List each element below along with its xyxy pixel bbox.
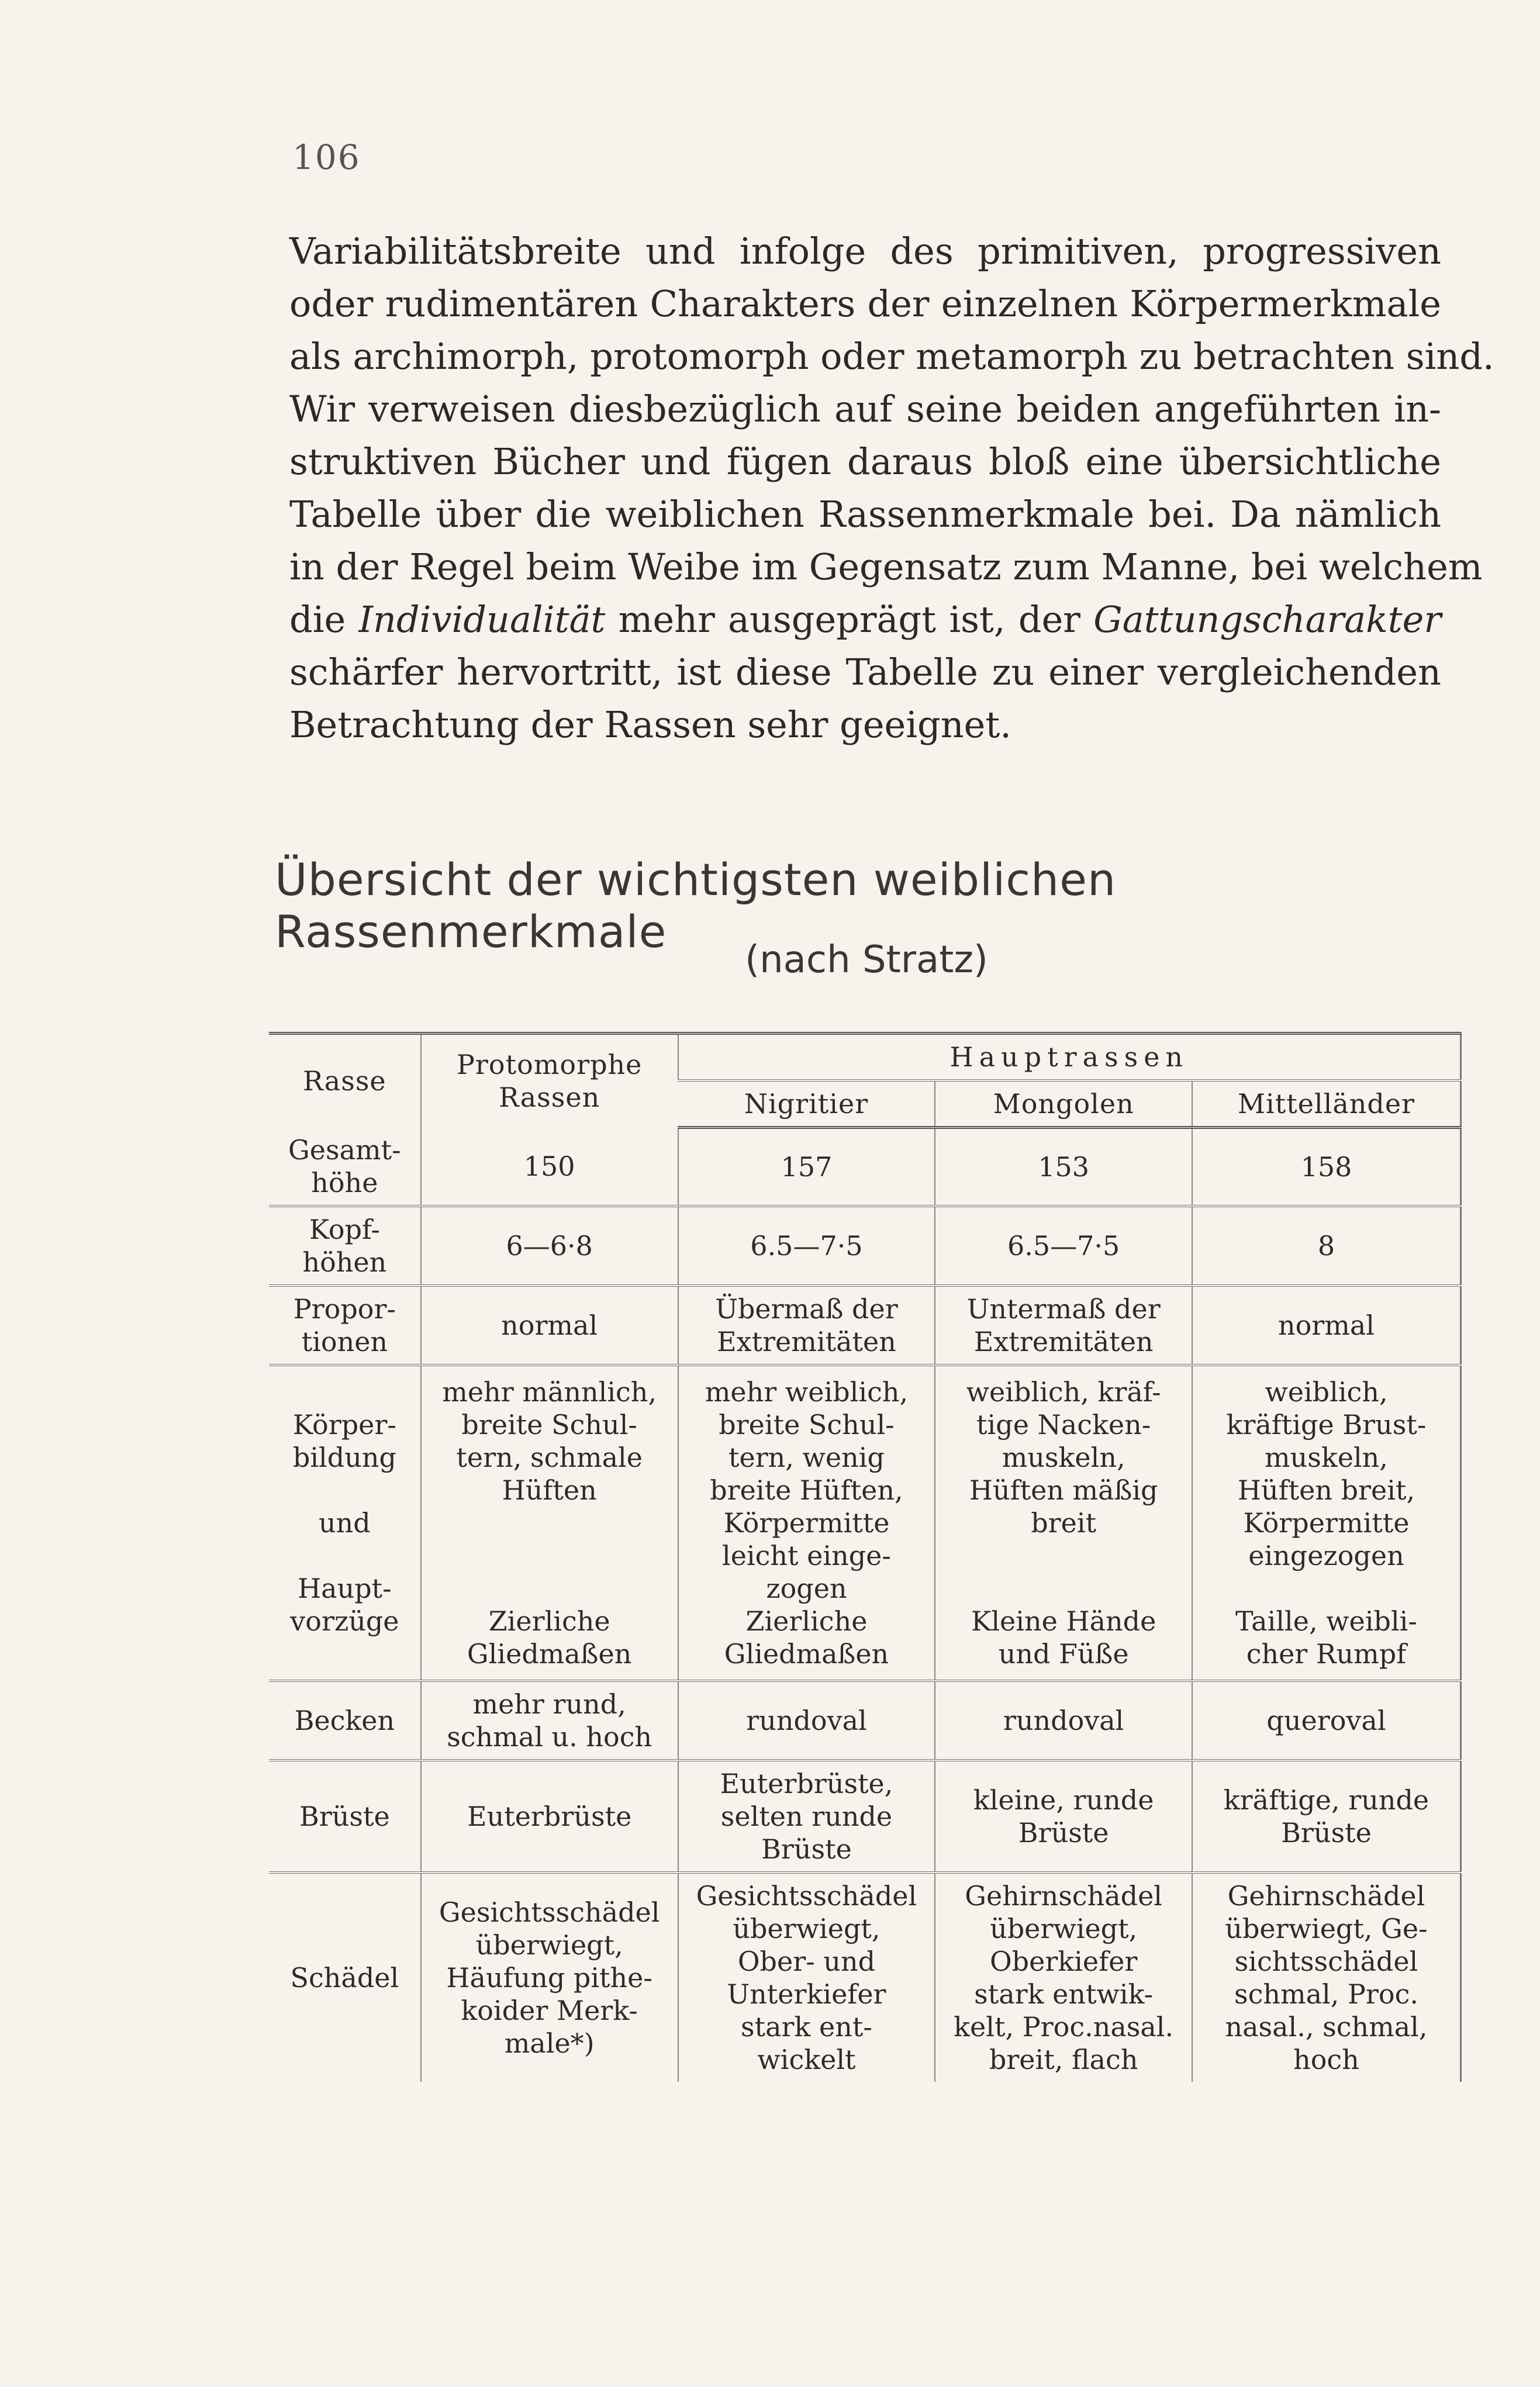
cell-line: leicht einge- <box>722 1539 891 1571</box>
label-line: Kopf- <box>309 1213 380 1245</box>
cell-line: Zierliche <box>745 1605 868 1637</box>
cell-line: Brüste <box>761 1833 852 1865</box>
spacer <box>429 1539 671 1572</box>
cell-line: kräftige, runde <box>1223 1784 1429 1816</box>
body-paragraph <box>289 225 1494 751</box>
cell-value <box>678 1681 935 1760</box>
text-fragment: die <box>289 598 359 641</box>
header-protomorphe <box>421 1034 678 1128</box>
cell-line: überwiegt, <box>475 1929 623 1961</box>
cell-value <box>1192 1760 1461 1873</box>
cell-line: Brüste <box>1281 1816 1372 1849</box>
spacer <box>942 1539 1185 1572</box>
cell-value <box>935 1873 1192 2082</box>
header-line: Rassen <box>499 1082 600 1114</box>
page-number: 106 <box>292 137 361 177</box>
spacer <box>276 1539 413 1572</box>
cell-line: Gehirnschädel <box>965 1880 1163 1912</box>
text-line: Betrachtung der Rassen sehr geeignet. <box>289 703 1011 746</box>
cell-value <box>421 1681 678 1760</box>
cell-line: Hüften breit, <box>1237 1474 1415 1506</box>
text-line: in der Regel beim Weibe im Gegensatz zum Manne, bei welchem <box>289 545 1483 588</box>
cell-line: schmal u. hoch <box>447 1721 652 1753</box>
label-line: höhe <box>311 1166 378 1198</box>
emphasis-individualitaet: Individualität <box>358 598 606 641</box>
header-hauptrassen: Hauptrassen <box>678 1034 1461 1081</box>
cell-line: breit, flach <box>989 2043 1138 2075</box>
header-rasse: Rasse <box>303 1065 386 1097</box>
row-brueste <box>269 1760 1461 1873</box>
cell-line: stark ent- <box>741 2011 872 2043</box>
cell-line: Gliedmaßen <box>724 1638 889 1670</box>
cell-value <box>1192 1365 1461 1681</box>
cell-line: Euterbrüste <box>467 1800 632 1832</box>
text-fragment: mehr ausgeprägt ist, der <box>605 598 1094 641</box>
label-line: Haupt- <box>298 1572 392 1604</box>
label-line: Propor- <box>293 1293 396 1325</box>
cell-line: tern, schmale <box>456 1441 643 1473</box>
row-label: Brüste <box>299 1800 390 1832</box>
cell-value <box>421 1760 678 1873</box>
cell-line: Ober- und <box>737 1945 876 1977</box>
row-label <box>269 1128 421 1206</box>
cell-line: überwiegt, Ge- <box>1225 1912 1428 1944</box>
cell-value <box>935 1681 1192 1760</box>
cell-value <box>421 1873 678 2082</box>
cell-line: Gesichtsschädel <box>438 1896 660 1928</box>
row-label <box>269 1206 421 1286</box>
cell-line: Brüste <box>1018 1816 1109 1849</box>
cell-line: Gesichtsschädel <box>696 1880 917 1912</box>
cell-line: rundoval <box>746 1704 867 1736</box>
cell-line: selten runde <box>720 1800 893 1832</box>
cell-line: male*) <box>504 2027 595 2059</box>
cell-line: Gliedmaßen <box>467 1638 632 1670</box>
table-title: Übersicht der wichtigsten weiblichen Rassenmerkmale <box>275 854 1117 958</box>
cell-line: breit <box>1031 1507 1097 1539</box>
row-koerperbildung <box>269 1365 1461 1681</box>
table <box>269 1032 1462 2082</box>
cell-line: breite Hüften, <box>710 1474 903 1506</box>
header-mongolen: Mongolen <box>935 1080 1192 1128</box>
cell-value <box>935 1365 1192 1681</box>
cell-line: zogen <box>766 1572 847 1604</box>
cell-line: wickelt <box>757 2043 856 2075</box>
cell-line: Untermaß der <box>966 1293 1161 1325</box>
cell-line: Extremitäten <box>717 1325 896 1357</box>
cell-line: mehr rund, <box>472 1688 626 1720</box>
cell-line: Euterbrüste, <box>720 1767 893 1799</box>
cell-line: muskeln, <box>1265 1441 1388 1473</box>
text-line <box>289 593 1441 646</box>
label-line: tionen <box>301 1325 388 1357</box>
spacer <box>276 1474 413 1507</box>
cell-line: breite Schul- <box>719 1408 895 1441</box>
cell-value: 157 <box>678 1128 935 1206</box>
cell-value: 150 <box>421 1128 678 1206</box>
row-schaedel <box>269 1873 1461 2082</box>
cell-line: kelt, Proc.nasal. <box>954 2011 1174 2043</box>
spacer <box>942 1572 1185 1605</box>
cell-value <box>1192 1873 1461 2082</box>
header-row <box>269 1034 1461 1081</box>
cell-line: cher Rumpf <box>1246 1638 1407 1670</box>
cell-line: und Füße <box>998 1638 1129 1670</box>
cell-line: Taille, weibli- <box>1235 1605 1417 1637</box>
cell-line: Unterkiefer <box>727 1978 886 2010</box>
cell-value <box>678 1760 935 1873</box>
cell-line: normal <box>501 1309 598 1341</box>
cell-line: Übermaß der <box>715 1293 898 1325</box>
header-line: Protomorphe <box>456 1049 643 1081</box>
cell-value: 6.5—7·5 <box>935 1206 1192 1286</box>
cell-value: 8 <box>1192 1206 1461 1286</box>
cell-line: überwiegt, <box>990 1912 1138 1944</box>
cell-value <box>1192 1681 1461 1760</box>
cell-line: breite Schul- <box>461 1408 637 1441</box>
cell-line: Oberkiefer <box>989 1945 1138 1977</box>
cell-value <box>678 1873 935 2082</box>
spacer <box>429 1572 671 1605</box>
row-becken <box>269 1681 1461 1760</box>
text-line: struktiven Bücher und fügen daraus bloß eine übersichtliche <box>289 440 1441 483</box>
cell-line: hoch <box>1293 2043 1359 2075</box>
cell-line: Körpermitte <box>723 1507 890 1539</box>
cell-line: Zierliche <box>488 1605 610 1637</box>
cell-line: Hüften <box>502 1474 597 1506</box>
label-line: höhen <box>302 1246 387 1278</box>
cell-value: 158 <box>1192 1128 1461 1206</box>
cell-value <box>421 1286 678 1365</box>
row-label: Becken <box>294 1704 395 1736</box>
cell-line: normal <box>1277 1309 1375 1341</box>
spacer <box>429 1507 671 1539</box>
cell-line: weiblich, kräf- <box>966 1376 1161 1408</box>
cell-line: kleine, runde <box>973 1784 1154 1816</box>
cell-line: mehr weiblich, <box>705 1376 909 1408</box>
cell-line: Hüften mäßig <box>969 1474 1158 1506</box>
label-line: bildung <box>292 1441 396 1473</box>
cell-line: Körpermitte <box>1243 1507 1410 1539</box>
cell-line: koider Merk- <box>461 1994 638 2026</box>
table-subtitle: (nach Stratz) <box>745 938 988 982</box>
cell-line: stark entwik- <box>974 1978 1154 2010</box>
cell-line: sichtsschädel <box>1234 1945 1418 1977</box>
spacer <box>276 1376 413 1408</box>
cell-line: Gehirnschädel <box>1227 1880 1425 1912</box>
cell-line: Kleine Hände <box>971 1605 1156 1637</box>
row-label <box>269 1286 421 1365</box>
header-nigritier: Nigritier <box>678 1080 935 1128</box>
cell-line: eingezogen <box>1248 1539 1404 1571</box>
cell-line: schmal, Proc. <box>1234 1978 1418 2010</box>
cell-line: queroval <box>1266 1704 1386 1736</box>
text-line: oder rudimentären Charakters der einzelnen Körpermerkmale <box>289 282 1441 325</box>
row-kopfhoehen <box>269 1206 1461 1286</box>
cell-line: Extremitäten <box>973 1325 1154 1357</box>
cell-value: 6.5—7·5 <box>678 1206 935 1286</box>
cell-value <box>935 1760 1192 1873</box>
cell-line: nasal., schmal, <box>1225 2011 1428 2043</box>
cell-line: muskeln, <box>1002 1441 1125 1473</box>
cell-value <box>678 1365 935 1681</box>
label-line: Körper- <box>292 1408 396 1441</box>
cell-line: tige Nacken- <box>976 1408 1151 1441</box>
text-line: Tabelle über die weiblichen Rassenmerkmale bei. Da nämlich <box>289 493 1441 536</box>
header-mittellaender: Mittelländer <box>1192 1080 1461 1128</box>
label-line: vorzüge <box>290 1605 399 1637</box>
cell-value <box>935 1286 1192 1365</box>
label-line: Gesamt- <box>288 1134 401 1166</box>
cell-line: Häufung pithe- <box>446 1961 652 1994</box>
cell-line: rundoval <box>1003 1704 1124 1736</box>
cell-value <box>678 1286 935 1365</box>
text-line: als archimorph, protomorph oder metamorph zu betrachten sind. <box>289 335 1494 378</box>
text-line: Variabilitätsbreite und infolge des primitiven, progressiven <box>289 230 1441 272</box>
race-characteristics-table <box>269 1032 1462 2082</box>
text-line: Wir verweisen diesbezüglich auf seine beiden angeführten in- <box>289 388 1441 430</box>
cell-value: 153 <box>935 1128 1192 1206</box>
cell-line: mehr männlich, <box>442 1376 657 1408</box>
cell-line: kräftige Brust- <box>1226 1408 1427 1441</box>
cell-line: tern, wenig <box>728 1441 885 1473</box>
row-gesamthoehe <box>269 1128 1461 1206</box>
text-line: schärfer hervortritt, ist diese Tabelle zu einer vergleichenden <box>289 651 1441 693</box>
row-label <box>269 1365 421 1681</box>
emphasis-gattungscharakter: Gattungscharakter <box>1093 598 1441 641</box>
row-proportionen <box>269 1286 1461 1365</box>
row-label: Schädel <box>290 1961 399 1994</box>
cell-line: überwiegt, <box>733 1912 881 1944</box>
label-line: und <box>319 1507 371 1539</box>
spacer <box>1200 1572 1453 1605</box>
cell-value <box>1192 1286 1461 1365</box>
cell-line: weiblich, <box>1265 1376 1388 1408</box>
cell-value: 6—6·8 <box>421 1206 678 1286</box>
cell-value <box>421 1365 678 1681</box>
